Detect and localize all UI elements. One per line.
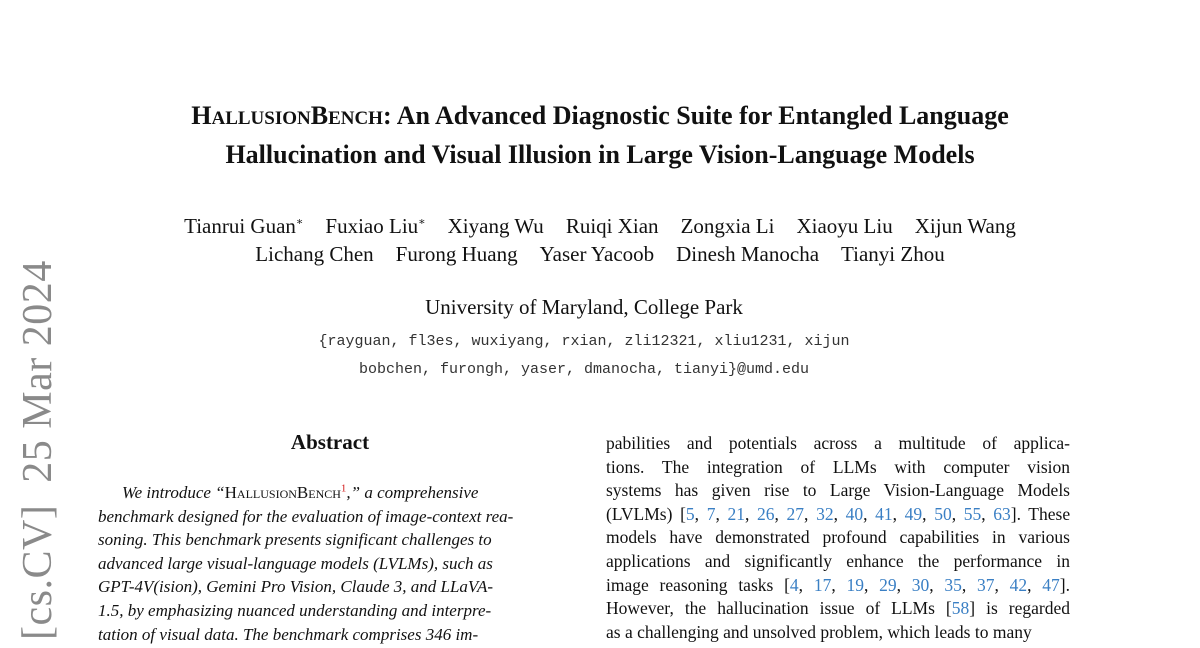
author-name: Yaser Yacoob bbox=[539, 242, 655, 266]
body-line: as a challenging and unsolved problem, which leads to many bbox=[606, 621, 1032, 642]
citation-link[interactable]: 26 bbox=[757, 503, 775, 524]
body-line: tions. The integration of LLMs with computer vision bbox=[606, 456, 1070, 477]
title-line-1: HALLUSIONBENCH: An Advanced Diagnostic Suite for Entangled Language bbox=[191, 101, 1009, 130]
citation-link[interactable]: 7 bbox=[706, 503, 716, 524]
benchmark-name: HallusionBench bbox=[224, 483, 341, 502]
citation-link[interactable]: 32 bbox=[816, 503, 834, 524]
citation-link[interactable]: 49 bbox=[904, 503, 923, 524]
equal-contribution-mark: ∗ bbox=[295, 216, 304, 228]
citation-link[interactable]: 42 bbox=[1009, 574, 1028, 595]
author-name: Tianyi Zhou bbox=[841, 242, 945, 266]
citation-link[interactable]: 5 bbox=[685, 503, 695, 524]
author-list bbox=[100, 212, 1100, 268]
author-row-2 bbox=[100, 240, 1100, 268]
author-name: Dinesh Manocha bbox=[676, 242, 820, 266]
arxiv-category: [cs.CV] bbox=[15, 504, 61, 640]
citation-link[interactable]: 17 bbox=[813, 574, 832, 595]
email-line-1: {rayguan, fl3es, wuxiyang, rxian, zli12321, xliu1231, xijun bbox=[318, 333, 850, 350]
citation-link[interactable]: 19 bbox=[846, 574, 864, 595]
citation-link[interactable]: 40 bbox=[845, 503, 864, 524]
citation-link[interactable]: 58 bbox=[951, 598, 970, 619]
body-line: However, the hallucination issue of LLMs [58] is regarded bbox=[606, 598, 1070, 619]
author-row-1 bbox=[100, 212, 1100, 240]
title-line-2: Hallucination and Visual Illusion in Large Vision-Language Models bbox=[225, 140, 975, 169]
author-name: Fuxiao Liu∗ bbox=[325, 214, 426, 238]
citation-link[interactable]: 29 bbox=[879, 574, 897, 595]
author-name: Zongxia Li bbox=[680, 214, 775, 238]
body-line: systems has given rise to Large Vision-Language Models bbox=[606, 480, 1070, 501]
email-line-2: bobchen, furongh, yaser, dmanocha, tianyi}@umd.edu bbox=[358, 361, 810, 378]
body-line: pabilities and potentials across a multitude of applica- bbox=[606, 433, 1070, 453]
abstract-line: tation of visual data. The benchmark comprises 346 im- bbox=[98, 624, 479, 644]
abstract-line: GPT-4V(ision), Gemini Pro Vision, Claude 3, and LLaVA- bbox=[98, 577, 494, 597]
abstract-line: 1.5, by emphasizing nuanced understanding and interpre- bbox=[98, 600, 492, 620]
author-emails bbox=[100, 328, 1068, 384]
abstract-line: soning. This benchmark presents significant challenges to bbox=[98, 530, 492, 550]
intro-text bbox=[606, 432, 1070, 644]
author-name: Xiaoyu Liu bbox=[796, 214, 893, 238]
abstract-heading: Abstract bbox=[290, 430, 370, 454]
citation-link[interactable]: 30 bbox=[911, 574, 930, 595]
paper-title bbox=[100, 98, 1100, 173]
author-name: Furong Huang bbox=[395, 242, 518, 266]
body-line: applications and significantly enhance the performance in bbox=[606, 550, 1070, 571]
arxiv-date: 25 Mar 2024 bbox=[15, 260, 61, 483]
citation-link[interactable]: 4 bbox=[789, 574, 799, 595]
citation-link[interactable]: 27 bbox=[786, 503, 805, 524]
citation-link[interactable]: 55 bbox=[963, 503, 982, 524]
body-line: (LVLMs) [5, 7, 21, 26, 27, 32, 40, 41, 49, 50, 55, 63]. These bbox=[606, 503, 1071, 524]
author-name: Tianrui Guan∗ bbox=[184, 214, 304, 238]
citation-link[interactable]: 21 bbox=[727, 503, 745, 524]
citation-link[interactable]: 47 bbox=[1042, 574, 1060, 595]
author-name: Xijun Wang bbox=[914, 214, 1016, 238]
author-name: Ruiqi Xian bbox=[565, 214, 659, 238]
abstract-text bbox=[98, 481, 562, 646]
citation-link[interactable]: 50 bbox=[934, 503, 952, 524]
equal-contribution-mark: ∗ bbox=[418, 216, 426, 228]
citation-link[interactable]: 37 bbox=[977, 574, 995, 595]
citation-link[interactable]: 63 bbox=[993, 503, 1011, 524]
footnote-marker[interactable]: 1 bbox=[340, 482, 347, 495]
abstract-line: benchmark designed for the evaluation of image-context rea- bbox=[98, 506, 514, 526]
citation-link[interactable]: 41 bbox=[875, 503, 893, 524]
affiliation: University of Maryland, College Park bbox=[425, 295, 743, 319]
abstract-line: advanced large visual-language models (LVLMs), such as bbox=[98, 553, 493, 573]
arxiv-stamp bbox=[14, 260, 62, 640]
abstract-line: We introduce “HallusionBench$^1$,” a comprehensive bbox=[122, 482, 479, 502]
citation-link[interactable]: 35 bbox=[944, 574, 962, 595]
body-line: image reasoning tasks [4, 17, 19, 29, 30, 35, 37, 42, 47]. bbox=[606, 574, 1070, 595]
body-line: models have demonstrated profound capabilities in various bbox=[606, 527, 1070, 548]
author-name: Xiyang Wu bbox=[447, 214, 544, 238]
author-name: Lichang Chen bbox=[255, 242, 374, 266]
